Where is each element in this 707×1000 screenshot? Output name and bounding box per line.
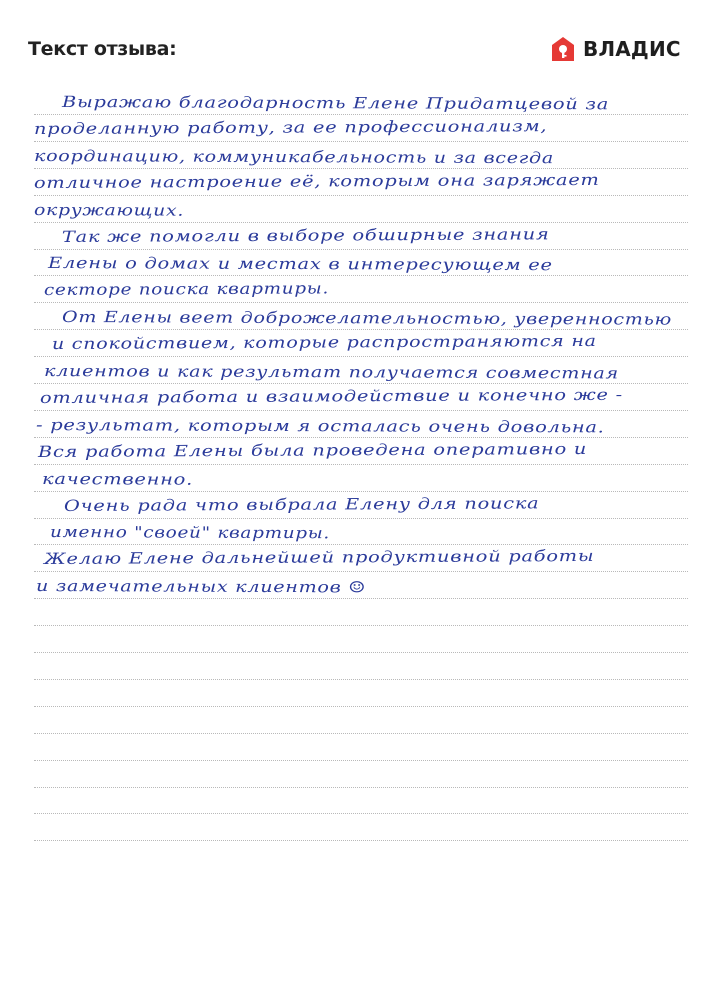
handwritten-line: отличная работа и взаимодействие и конечно же -: [39, 385, 623, 407]
handwritten-line: Желаю Елене дальнейшей продуктивной работы: [43, 547, 595, 569]
handwritten-line: Елены о домах и местах в интересующем ее: [47, 254, 553, 275]
handwritten-line: отличное настроение её, которым она заряжает: [33, 170, 600, 192]
handwritten-line: Вся работа Елены была проведена оперативно и: [37, 439, 588, 461]
handwritten-review: [34, 0, 694, 1000]
handwritten-line: Очень рада что выбрала Елену для поиска: [63, 493, 540, 515]
handwritten-line: От Елены веет доброжелательностью, уверенностью: [61, 308, 673, 329]
handwritten-line: качественно.: [41, 469, 194, 489]
handwritten-line: окружающих.: [33, 200, 185, 220]
handwritten-line: Так же помогли в выборе обширные знания: [61, 224, 550, 246]
handwritten-line: - результат, которым я осталась очень довольна.: [35, 415, 605, 437]
page-title: Текст отзыва:: [28, 38, 177, 60]
handwritten-line: проделанную работу, за ее профессионализм,: [33, 117, 548, 138]
handwritten-line: именно "своей" квартиры.: [49, 523, 331, 543]
handwritten-line: клиентов и как результат получается совместная: [43, 362, 620, 383]
handwritten-line: координацию, коммуникабельность и за всегда: [33, 146, 554, 168]
handwritten-line: Выражаю благодарность Елене Придатцевой за: [61, 93, 610, 114]
handwritten-line: и спокойствием, которые распространяются на: [51, 332, 597, 354]
brand-name: ВЛАДИС: [583, 37, 681, 61]
handwritten-line: секторе поиска квартиры.: [43, 279, 330, 300]
handwritten-line: и замечательных клиентов ☺: [35, 577, 367, 597]
